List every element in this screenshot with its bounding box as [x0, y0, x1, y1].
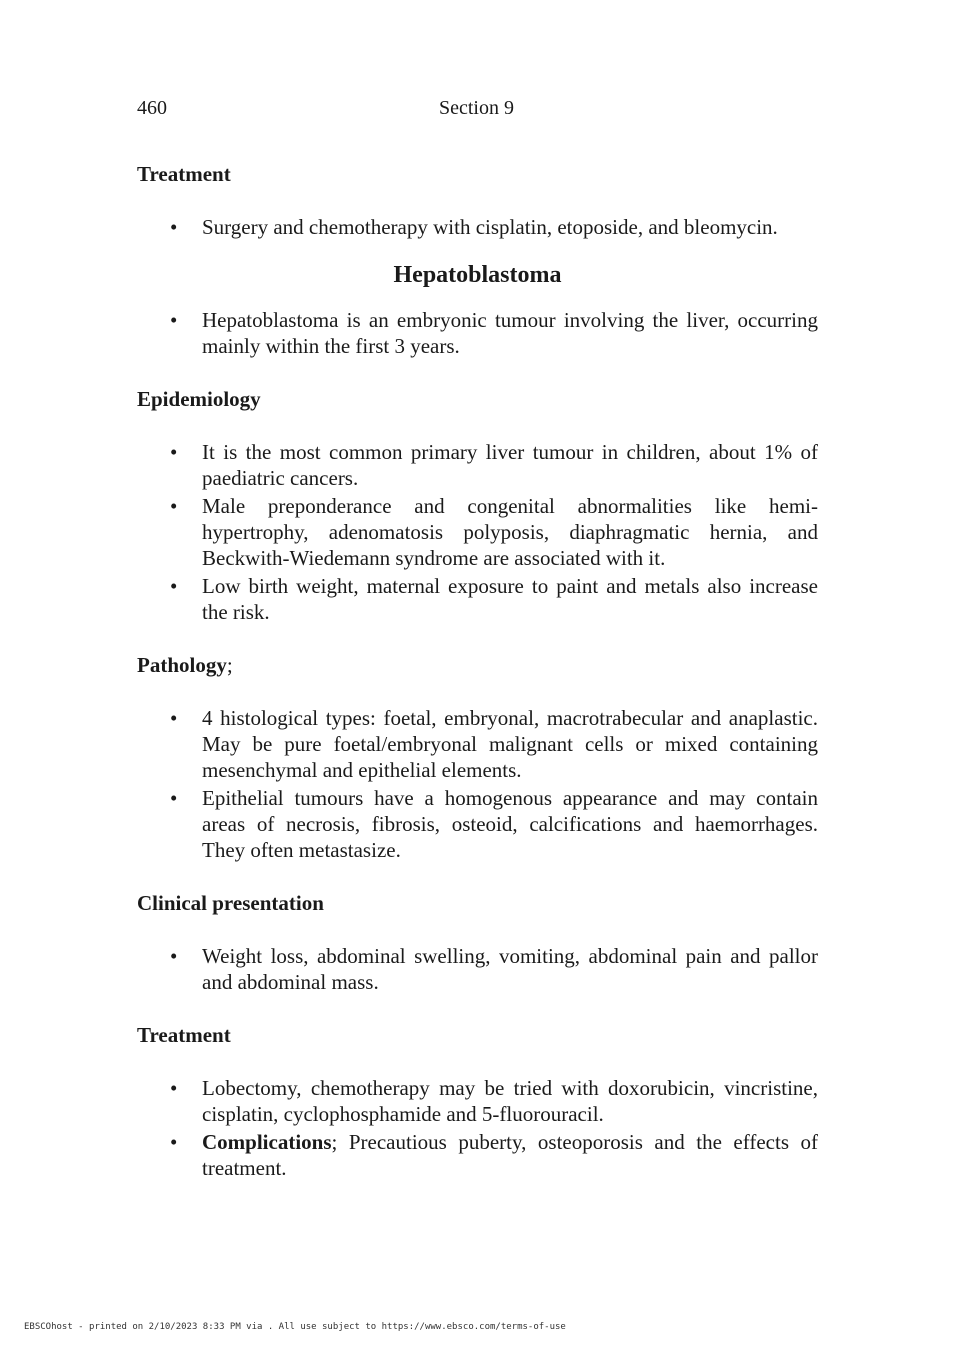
- list-item: • Lobectomy, chemotherapy may be tried with doxorubicin, vincristine, cisplatin, cyclophosphamide and 5-fluorouracil.: [170, 1076, 818, 1126]
- bullet-icon: •: [170, 706, 178, 730]
- list-item: • Surgery and chemotherapy with cisplatin, etoposide, and bleomycin.: [170, 215, 778, 239]
- pathology-list: [137, 705, 818, 863]
- bullet-icon: •: [170, 944, 178, 968]
- list-item: • Low birth weight, maternal exposure to paint and metals also increase the risk.: [170, 574, 818, 624]
- list-item: • It is the most common primary liver tumour in children, about 1% of paediatric cancers.: [170, 440, 818, 490]
- list-item: • Epithelial tumours have a homogenous appearance and may contain areas of necrosis, fibrosis, osteoid, calcifications and haemorrhages. They often metastasize.: [170, 786, 818, 862]
- complications-label: Complications: [202, 1130, 332, 1154]
- clinical-presentation-list: [137, 943, 818, 995]
- pathology-heading: Pathology;: [137, 653, 233, 677]
- bullet-icon: •: [170, 494, 178, 518]
- bullet-icon: •: [170, 215, 178, 239]
- bullet-icon: •: [170, 786, 178, 810]
- treatment-list: [137, 1075, 818, 1181]
- epidemiology-heading: Epidemiology: [137, 387, 261, 411]
- treatment-list: [137, 214, 818, 240]
- bullet-icon: •: [170, 1130, 178, 1154]
- list-item: • Complications; Precautious puberty, osteoporosis and the effects of treatment.: [170, 1130, 818, 1180]
- bullet-icon: •: [170, 440, 178, 464]
- list-item: • Weight loss, abdominal swelling, vomiting, abdominal pain and pallor and abdominal mass.: [170, 944, 818, 994]
- hepatoblastoma-list: [137, 307, 818, 359]
- epidemiology-list: [137, 439, 818, 625]
- bullet-icon: •: [170, 574, 178, 598]
- running-head: Section 9: [439, 97, 514, 119]
- print-footer: EBSCOhost - printed on 2/10/2023 8:33 PM via . All use subject to https://www.ebsco.com/terms-of-use: [24, 1322, 566, 1332]
- page-body: [137, 161, 818, 1181]
- bullet-icon: •: [170, 308, 178, 332]
- bullet-icon: •: [170, 1076, 178, 1100]
- hepatoblastoma-title: Hepatoblastoma: [393, 262, 562, 288]
- treatment-heading: Treatment: [137, 1023, 231, 1047]
- list-item: • Male preponderance and congenital abnormalities like hemi-hypertrophy, adenomatosis polyposis, diaphragmatic hernia, and Beckwith-Wiedemann syndrome are associated with it.: [170, 494, 818, 570]
- treatment-heading: Treatment: [137, 162, 231, 186]
- clinical-presentation-heading: Clinical presentation: [137, 891, 324, 915]
- list-item: • Hepatoblastoma is an embryonic tumour involving the liver, occurring mainly within the first 3 years.: [170, 308, 818, 358]
- page-number: 460: [137, 97, 167, 119]
- list-item: • 4 histological types: foetal, embryonal, macrotrabecular and anaplastic. May be pure foetal/embryonal malignant cells or mixed containing mesenchymal and epithelial elements.: [170, 706, 818, 782]
